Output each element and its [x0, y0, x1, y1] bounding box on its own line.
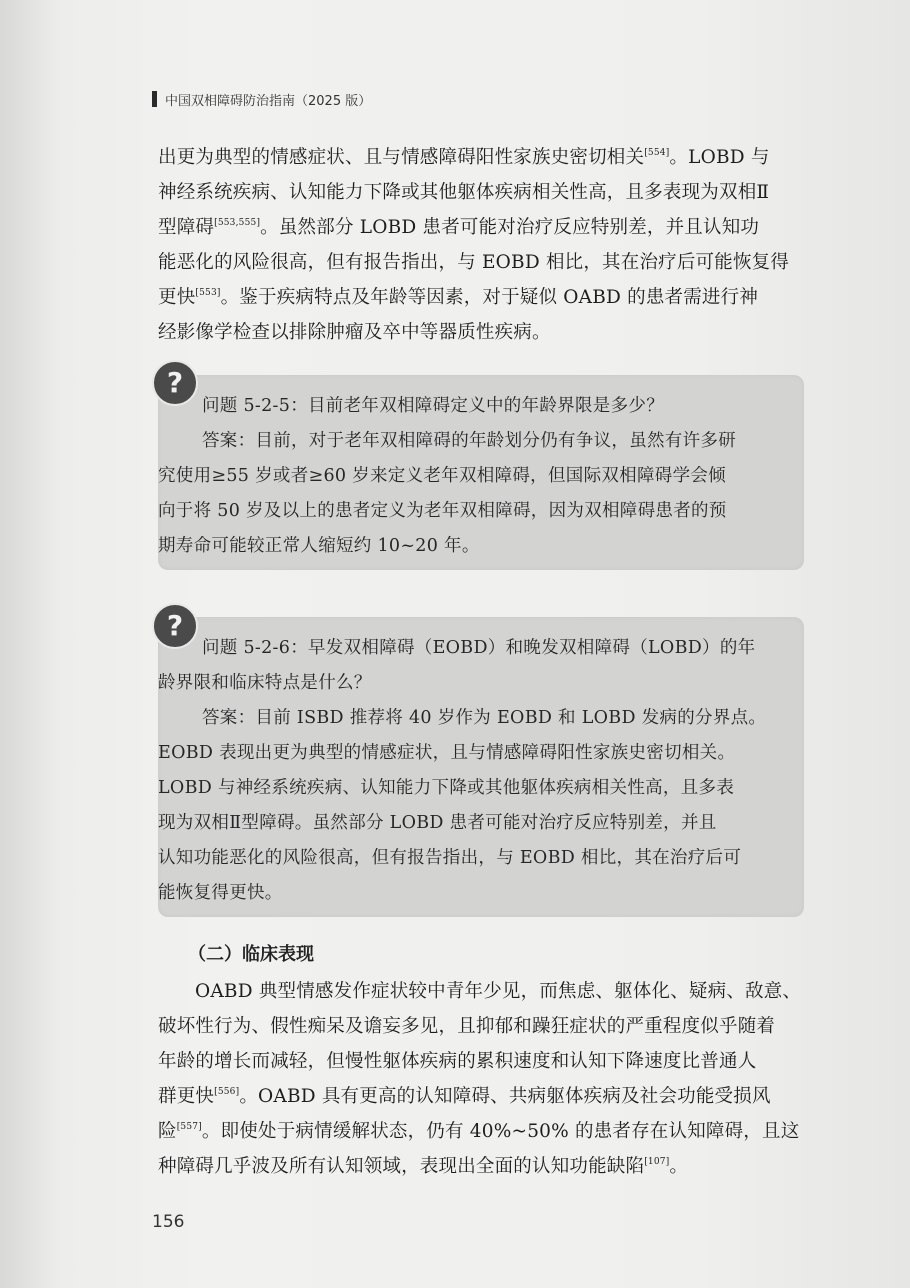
- text-line: 能恶化的风险很高，但有报告指出，与 EOBD 相比，其在治疗后可能恢复得: [158, 252, 790, 273]
- clinical-paragraph: [158, 974, 808, 1184]
- answer-line: 能恢复得更快。: [158, 883, 283, 903]
- answer-line: 答案：目前，对于老年双相障碍的年龄划分仍有争议，虽然有许多研: [202, 431, 736, 451]
- question-mark-icon: ?: [152, 603, 198, 649]
- text-line: 群更快[556]。OABD 具有更高的认知障碍、共病躯体疾病及社会功能受损风: [158, 1086, 771, 1107]
- text-line: 出更为典型的情感症状、且与情感障碍阳性家族史密切相关[554]。LOBD 与: [158, 147, 770, 168]
- qa-box-5-2-5: [158, 375, 804, 570]
- intro-paragraph: [158, 140, 808, 350]
- answer-line: 认知功能恶化的风险很高，但有报告指出，与 EOBD 相比，其在治疗后可: [158, 848, 742, 868]
- question-line: 问题 5-2-6：早发双相障碍（EOBD）和晚发双相障碍（LOBD）的年: [202, 638, 756, 658]
- text-line: 型障碍[553,555]。虽然部分 LOBD 患者可能对治疗反应特别差，并且认知功: [158, 217, 760, 238]
- header-bar-mark: [152, 91, 157, 107]
- text-line: 神经系统疾病、认知能力下降或其他躯体疾病相关性高，且多表现为双相Ⅱ: [158, 182, 770, 203]
- text-line: 更快[553]。鉴于疾病特点及年龄等因素，对于疑似 OABD 的患者需进行神: [158, 287, 759, 308]
- question-mark-icon: ?: [152, 360, 198, 406]
- text-line: OABD 典型情感发作症状较中青年少见，而焦虑、躯体化、疑病、敌意、: [195, 981, 802, 1002]
- text-line: 险[557]。即使处于病情缓解状态，仍有 40%~50% 的患者存在认知障碍，且这: [158, 1121, 800, 1142]
- running-header: [152, 88, 371, 110]
- answer-line: 究使用≥55 岁或者≥60 岁来定义老年双相障碍，但国际双相障碍学会倾: [158, 466, 726, 486]
- text-line: 年龄的增长而减轻，但慢性躯体疾病的累积速度和认知下降速度比普通人: [158, 1051, 757, 1072]
- text-line: 种障碍几乎波及所有认知领域，表现出全面的认知功能缺陷[107]。: [158, 1156, 689, 1177]
- answer-line: 现为双相Ⅱ型障碍。虽然部分 LOBD 患者可能对治疗反应特别差，并且: [158, 813, 717, 833]
- qa-text: [158, 389, 784, 564]
- answer-line: 答案：目前 ISBD 推荐将 40 岁作为 EOBD 和 LOBD 发病的分界点。: [202, 708, 767, 728]
- qa-box-5-2-6: [158, 617, 804, 917]
- answer-line: EOBD 表现出更为典型的情感症状，且与情感障碍阳性家族史密切相关。: [158, 743, 736, 763]
- section-heading: （二）临床表现: [188, 944, 314, 965]
- answer-line: 向于将 50 岁及以上的患者定义为老年双相障碍，因为双相障碍患者的预: [158, 501, 727, 521]
- qa-text: [158, 631, 784, 911]
- question-line: 问题 5-2-5：目前老年双相障碍定义中的年龄界限是多少？: [202, 396, 664, 416]
- header-title: 中国双相障碍防治指南（2025 版）: [165, 93, 372, 109]
- answer-line: LOBD 与神经系统疾病、认知能力下降或其他躯体疾病相关性高，且多表: [158, 778, 735, 798]
- text-line: 经影像学检查以排除肿瘤及卒中等器质性疾病。: [158, 322, 551, 343]
- page-number: 156: [152, 1212, 185, 1232]
- answer-line: 期寿命可能较正常人缩短约 10~20 年。: [158, 536, 480, 556]
- text-line: 破坏性行为、假性痴呆及谵妄多见，且抑郁和躁狂症状的严重程度似乎随着: [158, 1016, 776, 1037]
- question-line: 龄界限和临床特点是什么？: [158, 673, 372, 693]
